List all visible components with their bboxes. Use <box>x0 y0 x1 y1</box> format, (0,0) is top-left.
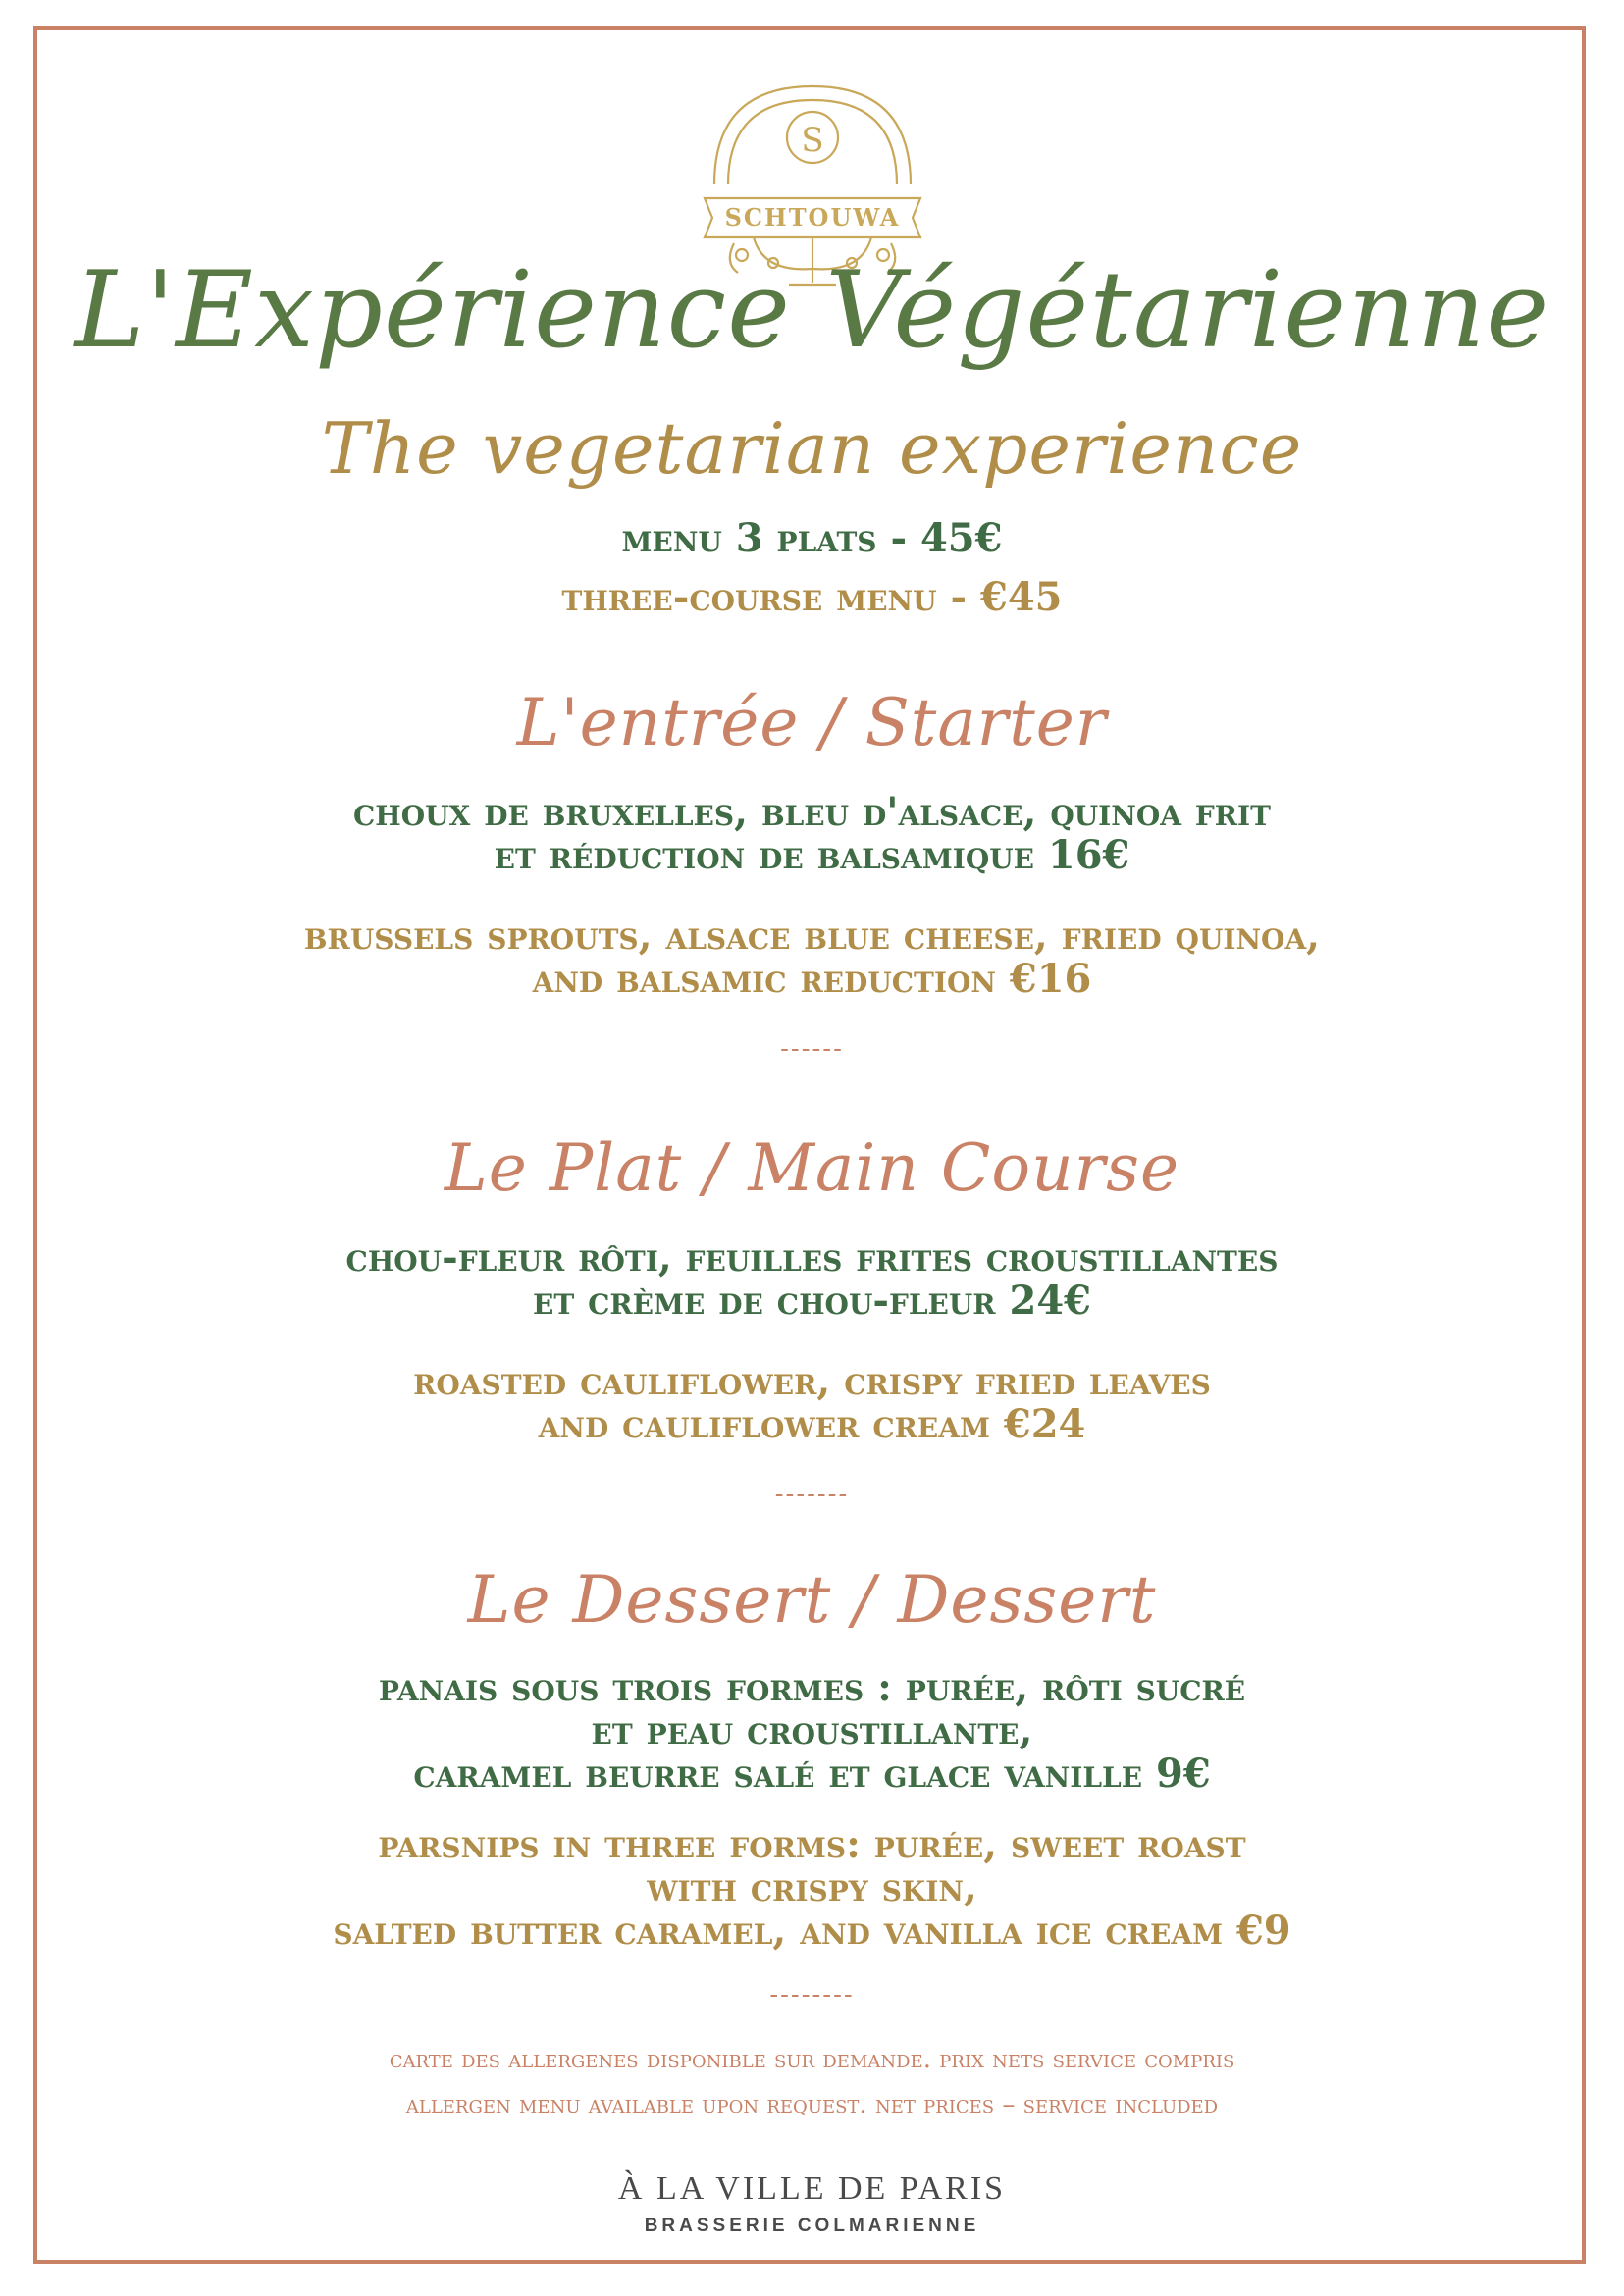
main-description-english: roasted cauliflower, crispy fried leaves and cauliflower cream €24 <box>413 1358 1211 1447</box>
starter-description-french: choux de bruxelles, bleu d'alsace, quinoa frit et réduction de balsamique 16€ <box>353 789 1271 878</box>
section-dessert-heading: Le Dessert / Dessert <box>467 1562 1157 1638</box>
section-starter-heading: L'entrée / Starter <box>516 685 1108 760</box>
separator-starter: ------ <box>780 1034 844 1064</box>
brand-name: À LA VILLE DE PARIS <box>617 2170 1007 2207</box>
allergen-note-french: carte des allergenes disponible sur demande. prix nets service compris <box>389 2045 1235 2074</box>
dessert-description-french: panais sous trois formes : purée, rôti sucré et peau croustillante, caramel beurre salé et glace vanille 9€ <box>378 1664 1246 1797</box>
starter-description-english: brussels sprouts, alsace blue cheese, fried quinoa, and balsamic reduction €16 <box>303 913 1321 1002</box>
brand-subtitle: BRASSERIE COLMARIENNE <box>644 2216 980 2236</box>
separator-dessert: -------- <box>769 1980 855 2009</box>
logo-monogram: S <box>801 121 824 160</box>
separator-main: ------- <box>774 1480 850 1509</box>
dessert-description-english: parsnips in three forms: purée, sweet roast with crispy skin, salted butter caramel, and vanilla ice cream €9 <box>333 1821 1291 1954</box>
menu-price-french: menu 3 plats - 45€ <box>621 515 1003 561</box>
logo-label: SCHTOUWA <box>724 203 901 232</box>
title-french: L'Expérience Végétarienne <box>74 249 1550 372</box>
main-description-french: chou-fleur rôti, feuilles frites croustillantes et crème de chou-fleur 24€ <box>345 1234 1279 1324</box>
allergen-note-english: allergen menu available upon request. net prices – service included <box>405 2090 1219 2119</box>
section-main-heading: Le Plat / Main Course <box>444 1130 1180 1206</box>
title-english: The vegetarian experience <box>321 407 1303 490</box>
menu-price-english: three-course menu - €45 <box>561 574 1063 620</box>
